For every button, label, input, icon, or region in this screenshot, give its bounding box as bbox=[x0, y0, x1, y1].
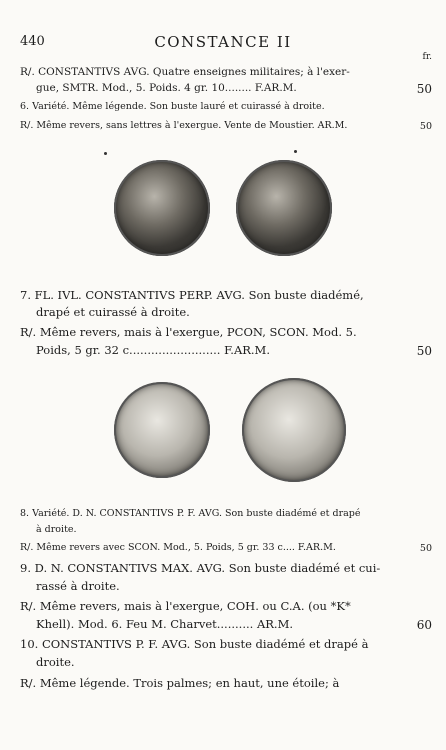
coin-obverse-image bbox=[114, 160, 210, 256]
coin-reverse-image bbox=[242, 378, 346, 482]
entry-r10-line1: R/. Même légende. Trois palmes; en haut, une étoile; à bbox=[20, 676, 340, 690]
entry-r9-line2: Khell). Mod. 6. Feu M. Charvet.......... AR.M. bbox=[36, 617, 294, 631]
entry-r1-price: 50 bbox=[416, 82, 432, 96]
entry-10-line2: droite. bbox=[36, 655, 75, 669]
entry-7-line2: drapé et cuirassé à droite. bbox=[36, 305, 190, 319]
page-number: 440 bbox=[20, 34, 45, 49]
entry-r6-line1: R/. Même revers, sans lettres à l'exergue. Vente de Moustier. AR.M. bbox=[20, 120, 348, 131]
entry-r9-line1: R/. Même revers, mais à l'exergue, COH. ou C.A. (ou *K* bbox=[20, 599, 351, 613]
entry-r7-price: 50 bbox=[416, 344, 432, 358]
currency-label: fr. bbox=[422, 52, 432, 62]
entry-8-line2: à droite. bbox=[36, 524, 77, 535]
entry-r7-line2: Poids, 5 gr. 32 c......................... F.AR.M. bbox=[36, 343, 270, 357]
entry-9-line2: rassé à droite. bbox=[36, 579, 120, 593]
entry-9-line1: 9. D. N. CONSTANTIVS MAX. AVG. Son buste diadémé et cui- bbox=[20, 561, 381, 575]
page-title: CONSTANCE II bbox=[154, 33, 292, 51]
coin-obverse-image bbox=[114, 382, 210, 478]
ornament-dot bbox=[294, 150, 297, 153]
entry-r6-price: 50 bbox=[419, 121, 432, 132]
coin-reverse-image bbox=[236, 160, 332, 256]
entry-r8-price: 50 bbox=[419, 543, 432, 554]
entry-r9-price: 60 bbox=[416, 618, 432, 632]
entry-10-line1: 10. CONSTANTIVS P. F. AVG. Son buste diadémé et drapé à bbox=[20, 637, 369, 651]
entry-r1-line1: R/. CONSTANTIVS AVG. Quatre enseignes militaires; à l'exer- bbox=[20, 66, 350, 78]
entry-r1-line2: gue, SMTR. Mod., 5. Poids. 4 gr. 10........ F.AR.M. bbox=[36, 82, 297, 94]
ornament-dot bbox=[104, 152, 107, 155]
entry-8-line1: 8. Variété. D. N. CONSTANTIVS P. F. AVG. Son buste diadémé et drapé bbox=[20, 508, 361, 519]
entry-r8-line1: R/. Même revers avec SCON. Mod., 5. Poids, 5 gr. 33 c.... F.AR.M. bbox=[20, 542, 336, 553]
entry-6-line1: 6. Variété. Même légende. Son buste lauré et cuirassé à droite. bbox=[20, 101, 325, 112]
entry-r7-line1: R/. Même revers, mais à l'exergue, PCON, SCON. Mod. 5. bbox=[20, 325, 357, 339]
entry-7-line1: 7. FL. IVL. CONSTANTIVS PERP. AVG. Son buste diadémé, bbox=[20, 288, 364, 302]
